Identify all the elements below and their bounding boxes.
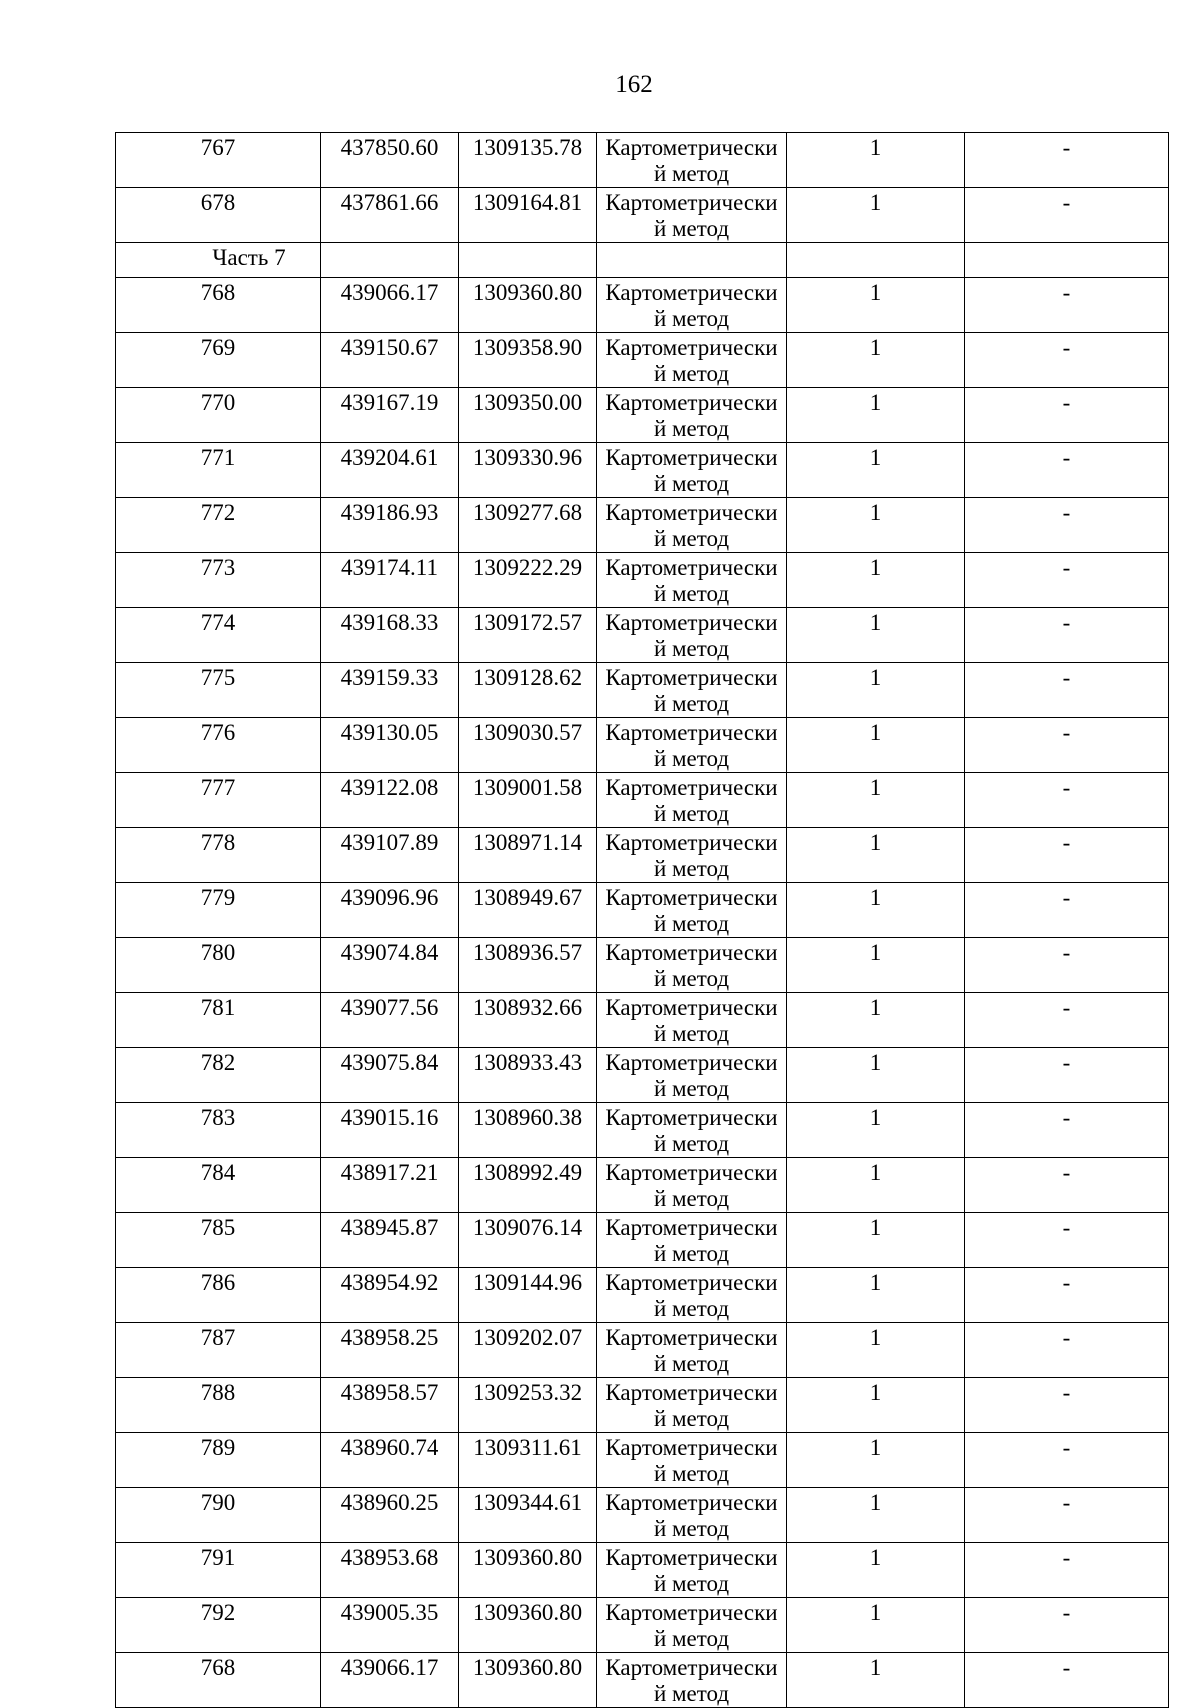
table-row: [116, 1543, 1169, 1598]
method-cell: [597, 1158, 787, 1213]
y-coordinate-cell: 1309311.61: [459, 1433, 597, 1488]
method-text-line1: Картометрически: [605, 995, 778, 1020]
method-text-line2: й метод: [653, 1131, 730, 1156]
x-coordinate-cell: 438960.74: [321, 1433, 459, 1488]
method-cell: [597, 1598, 787, 1653]
note-cell: -: [965, 1323, 1169, 1378]
y-coordinate-cell: 1308992.49: [459, 1158, 597, 1213]
x-coordinate-cell: 439066.17: [321, 1653, 459, 1708]
method-text-line2: й метод: [653, 1076, 730, 1101]
method-cell: [597, 1268, 787, 1323]
note-cell: -: [965, 498, 1169, 553]
page-number: 162: [615, 71, 653, 98]
note-cell: -: [965, 133, 1169, 188]
method-cell: [597, 333, 787, 388]
x-coordinate-cell: 439150.67: [321, 333, 459, 388]
method-cell: [597, 278, 787, 333]
accuracy-cell: 1: [787, 993, 965, 1048]
y-coordinate-cell: 1309164.81: [459, 188, 597, 243]
method-text-line2: й метод: [653, 911, 730, 936]
table-row: [116, 188, 1169, 243]
method-text-line2: й метод: [653, 1021, 730, 1046]
note-cell: -: [965, 1598, 1169, 1653]
x-coordinate-cell: 438917.21: [321, 1158, 459, 1213]
point-number-cell: 792: [116, 1598, 321, 1653]
accuracy-cell: 1: [787, 1653, 965, 1708]
method-cell: [597, 553, 787, 608]
point-number-cell: 775: [116, 663, 321, 718]
accuracy-cell: 1: [787, 1158, 965, 1213]
x-coordinate-cell: 437861.66: [321, 188, 459, 243]
method-text-line2: й метод: [653, 746, 730, 771]
accuracy-cell: 1: [787, 133, 965, 188]
table-row: [116, 1268, 1169, 1323]
method-text-line2: й метод: [653, 1186, 730, 1211]
method-text-line1: Картометрически: [605, 280, 778, 305]
accuracy-cell: 1: [787, 608, 965, 663]
accuracy-cell: 1: [787, 773, 965, 828]
method-cell: [597, 443, 787, 498]
table-row: [116, 1103, 1169, 1158]
note-cell: -: [965, 1268, 1169, 1323]
table-row: [116, 663, 1169, 718]
y-coordinate-cell: 1309202.07: [459, 1323, 597, 1378]
method-cell: [597, 718, 787, 773]
note-cell: -: [965, 443, 1169, 498]
point-number-cell: 785: [116, 1213, 321, 1268]
y-coordinate-cell: 1308936.57: [459, 938, 597, 993]
note-cell: -: [965, 663, 1169, 718]
method-cell: [597, 1488, 787, 1543]
empty-cell: [459, 243, 597, 278]
point-number-cell: 786: [116, 1268, 321, 1323]
coordinates-table-body: [116, 133, 1169, 1708]
method-text-line1: Картометрически: [605, 190, 778, 215]
point-number-cell: 773: [116, 553, 321, 608]
point-number-cell: 774: [116, 608, 321, 663]
note-cell: -: [965, 718, 1169, 773]
method-text-line2: й метод: [653, 161, 730, 186]
x-coordinate-cell: 439107.89: [321, 828, 459, 883]
method-text-line1: Картометрически: [605, 1215, 778, 1240]
method-cell: [597, 498, 787, 553]
y-coordinate-cell: 1309030.57: [459, 718, 597, 773]
empty-cell: [787, 243, 965, 278]
accuracy-cell: 1: [787, 938, 965, 993]
table-row: [116, 498, 1169, 553]
y-coordinate-cell: 1309360.80: [459, 278, 597, 333]
accuracy-cell: 1: [787, 663, 965, 718]
method-text-line1: Картометрически: [605, 775, 778, 800]
part-label: Часть 7: [116, 243, 321, 278]
point-number-cell: 787: [116, 1323, 321, 1378]
method-text-line1: Картометрически: [605, 1160, 778, 1185]
method-text-line1: Картометрически: [605, 1545, 778, 1570]
table-row: [116, 1488, 1169, 1543]
note-cell: -: [965, 1103, 1169, 1158]
note-cell: -: [965, 188, 1169, 243]
accuracy-cell: 1: [787, 828, 965, 883]
y-coordinate-cell: 1309144.96: [459, 1268, 597, 1323]
accuracy-cell: 1: [787, 1378, 965, 1433]
method-cell: [597, 883, 787, 938]
x-coordinate-cell: 439186.93: [321, 498, 459, 553]
x-coordinate-cell: 439168.33: [321, 608, 459, 663]
point-number-cell: 783: [116, 1103, 321, 1158]
method-text-line1: Картометрически: [605, 1105, 778, 1130]
x-coordinate-cell: 438954.92: [321, 1268, 459, 1323]
y-coordinate-cell: 1309253.32: [459, 1378, 597, 1433]
accuracy-cell: 1: [787, 1488, 965, 1543]
table-row: [116, 1598, 1169, 1653]
note-cell: -: [965, 1378, 1169, 1433]
x-coordinate-cell: 439167.19: [321, 388, 459, 443]
accuracy-cell: 1: [787, 188, 965, 243]
accuracy-cell: 1: [787, 1433, 965, 1488]
point-number-cell: 767: [116, 133, 321, 188]
method-cell: [597, 1103, 787, 1158]
point-number-cell: 791: [116, 1543, 321, 1598]
point-number-cell: 776: [116, 718, 321, 773]
table-row: [116, 1433, 1169, 1488]
method-cell: [597, 1433, 787, 1488]
table-row: [116, 278, 1169, 333]
note-cell: -: [965, 608, 1169, 663]
table-row: [116, 443, 1169, 498]
x-coordinate-cell: 439074.84: [321, 938, 459, 993]
method-cell: [597, 1323, 787, 1378]
accuracy-cell: 1: [787, 718, 965, 773]
method-text-line2: й метод: [653, 1571, 730, 1596]
x-coordinate-cell: 439005.35: [321, 1598, 459, 1653]
method-cell: [597, 1653, 787, 1708]
y-coordinate-cell: 1308949.67: [459, 883, 597, 938]
y-coordinate-cell: 1309135.78: [459, 133, 597, 188]
y-coordinate-cell: 1308932.66: [459, 993, 597, 1048]
accuracy-cell: 1: [787, 883, 965, 938]
method-text-line1: Картометрически: [605, 390, 778, 415]
note-cell: -: [965, 1488, 1169, 1543]
table-row: [116, 718, 1169, 773]
method-text-line1: Картометрически: [605, 1600, 778, 1625]
table-row: [116, 883, 1169, 938]
accuracy-cell: 1: [787, 553, 965, 608]
y-coordinate-cell: 1309360.80: [459, 1598, 597, 1653]
table-row: [116, 333, 1169, 388]
x-coordinate-cell: 439204.61: [321, 443, 459, 498]
method-text-line1: Картометрически: [605, 500, 778, 525]
method-text-line2: й метод: [653, 1241, 730, 1266]
note-cell: -: [965, 1653, 1169, 1708]
method-text-line2: й метод: [653, 1516, 730, 1541]
table-row: [116, 1378, 1169, 1433]
point-number-cell: 771: [116, 443, 321, 498]
method-cell: [597, 1543, 787, 1598]
point-number-cell: 784: [116, 1158, 321, 1213]
method-text-line2: й метод: [653, 966, 730, 991]
point-number-cell: 779: [116, 883, 321, 938]
point-number-cell: 777: [116, 773, 321, 828]
part-header-row: [116, 243, 1169, 278]
point-number-cell: 772: [116, 498, 321, 553]
accuracy-cell: 1: [787, 388, 965, 443]
method-text-line2: й метод: [653, 636, 730, 661]
method-text-line1: Картометрически: [605, 1270, 778, 1295]
table-row: [116, 388, 1169, 443]
method-text-line2: й метод: [653, 1406, 730, 1431]
accuracy-cell: 1: [787, 1048, 965, 1103]
method-text-line1: Картометрически: [605, 135, 778, 160]
method-cell: [597, 1213, 787, 1268]
table-row: [116, 1158, 1169, 1213]
table-row: [116, 1323, 1169, 1378]
table-row: [116, 993, 1169, 1048]
method-text-line2: й метод: [653, 416, 730, 441]
method-text-line2: й метод: [653, 1461, 730, 1486]
method-text-line2: й метод: [653, 471, 730, 496]
point-number-cell: 768: [116, 1653, 321, 1708]
accuracy-cell: 1: [787, 278, 965, 333]
method-cell: [597, 663, 787, 718]
accuracy-cell: 1: [787, 498, 965, 553]
note-cell: -: [965, 883, 1169, 938]
method-text-line2: й метод: [653, 361, 730, 386]
x-coordinate-cell: 439122.08: [321, 773, 459, 828]
y-coordinate-cell: 1309360.80: [459, 1543, 597, 1598]
note-cell: -: [965, 1433, 1169, 1488]
note-cell: -: [965, 1213, 1169, 1268]
table-row: [116, 608, 1169, 663]
method-text-line1: Картометрически: [605, 720, 778, 745]
accuracy-cell: 1: [787, 1213, 965, 1268]
table-row: [116, 1653, 1169, 1708]
point-number-cell: 678: [116, 188, 321, 243]
accuracy-cell: 1: [787, 1543, 965, 1598]
method-cell: [597, 1378, 787, 1433]
note-cell: -: [965, 773, 1169, 828]
method-cell: [597, 608, 787, 663]
point-number-cell: 790: [116, 1488, 321, 1543]
y-coordinate-cell: 1309001.58: [459, 773, 597, 828]
point-number-cell: 781: [116, 993, 321, 1048]
note-cell: -: [965, 1048, 1169, 1103]
note-cell: -: [965, 388, 1169, 443]
note-cell: -: [965, 938, 1169, 993]
table-row: [116, 938, 1169, 993]
x-coordinate-cell: 439066.17: [321, 278, 459, 333]
method-text-line1: Картометрически: [605, 830, 778, 855]
note-cell: -: [965, 1158, 1169, 1213]
method-cell: [597, 1048, 787, 1103]
method-text-line2: й метод: [653, 1351, 730, 1376]
method-cell: [597, 133, 787, 188]
method-cell: [597, 938, 787, 993]
empty-cell: [965, 243, 1169, 278]
method-text-line2: й метод: [653, 691, 730, 716]
accuracy-cell: 1: [787, 1598, 965, 1653]
empty-cell: [321, 243, 459, 278]
x-coordinate-cell: 439075.84: [321, 1048, 459, 1103]
accuracy-cell: 1: [787, 1103, 965, 1158]
y-coordinate-cell: 1308971.14: [459, 828, 597, 883]
y-coordinate-cell: 1309344.61: [459, 1488, 597, 1543]
point-number-cell: 782: [116, 1048, 321, 1103]
method-text-line1: Картометрически: [605, 335, 778, 360]
note-cell: -: [965, 828, 1169, 883]
x-coordinate-cell: 439096.96: [321, 883, 459, 938]
method-text-line2: й метод: [653, 306, 730, 331]
method-text-line1: Картометрически: [605, 1050, 778, 1075]
method-text-line1: Картометрически: [605, 665, 778, 690]
accuracy-cell: 1: [787, 1268, 965, 1323]
x-coordinate-cell: 439159.33: [321, 663, 459, 718]
y-coordinate-cell: 1308960.38: [459, 1103, 597, 1158]
empty-cell: [597, 243, 787, 278]
y-coordinate-cell: 1309330.96: [459, 443, 597, 498]
method-cell: [597, 388, 787, 443]
method-cell: [597, 993, 787, 1048]
method-cell: [597, 828, 787, 883]
accuracy-cell: 1: [787, 1323, 965, 1378]
point-number-cell: 768: [116, 278, 321, 333]
table-row: [116, 828, 1169, 883]
table-row: [116, 1213, 1169, 1268]
x-coordinate-cell: 439130.05: [321, 718, 459, 773]
point-number-cell: 788: [116, 1378, 321, 1433]
table-row: [116, 773, 1169, 828]
accuracy-cell: 1: [787, 443, 965, 498]
y-coordinate-cell: 1308933.43: [459, 1048, 597, 1103]
method-text-line1: Картометрически: [605, 1380, 778, 1405]
point-number-cell: 789: [116, 1433, 321, 1488]
point-number-cell: 780: [116, 938, 321, 993]
y-coordinate-cell: 1309172.57: [459, 608, 597, 663]
x-coordinate-cell: 438958.25: [321, 1323, 459, 1378]
y-coordinate-cell: 1309128.62: [459, 663, 597, 718]
method-text-line1: Картометрически: [605, 1325, 778, 1350]
method-text-line1: Картометрически: [605, 1655, 778, 1680]
method-text-line1: Картометрически: [605, 555, 778, 580]
method-cell: [597, 188, 787, 243]
note-cell: -: [965, 553, 1169, 608]
x-coordinate-cell: 438953.68: [321, 1543, 459, 1598]
y-coordinate-cell: 1309222.29: [459, 553, 597, 608]
method-text-line2: й метод: [653, 1296, 730, 1321]
method-text-line1: Картометрически: [605, 1435, 778, 1460]
point-number-cell: 778: [116, 828, 321, 883]
method-text-line1: Картометрически: [605, 610, 778, 635]
method-text-line1: Картометрически: [605, 445, 778, 470]
method-cell: [597, 773, 787, 828]
note-cell: -: [965, 1543, 1169, 1598]
point-number-cell: 769: [116, 333, 321, 388]
method-text-line2: й метод: [653, 526, 730, 551]
y-coordinate-cell: 1309358.90: [459, 333, 597, 388]
y-coordinate-cell: 1309350.00: [459, 388, 597, 443]
table-row: [116, 553, 1169, 608]
x-coordinate-cell: 439015.16: [321, 1103, 459, 1158]
x-coordinate-cell: 438945.87: [321, 1213, 459, 1268]
x-coordinate-cell: 438960.25: [321, 1488, 459, 1543]
method-text-line1: Картометрически: [605, 940, 778, 965]
x-coordinate-cell: 438958.57: [321, 1378, 459, 1433]
method-text-line2: й метод: [653, 581, 730, 606]
x-coordinate-cell: 439174.11: [321, 553, 459, 608]
x-coordinate-cell: 437850.60: [321, 133, 459, 188]
method-text-line2: й метод: [653, 216, 730, 241]
coordinates-table: [115, 132, 1169, 1708]
point-number-cell: 770: [116, 388, 321, 443]
note-cell: -: [965, 993, 1169, 1048]
method-text-line2: й метод: [653, 856, 730, 881]
y-coordinate-cell: 1309360.80: [459, 1653, 597, 1708]
accuracy-cell: 1: [787, 333, 965, 388]
y-coordinate-cell: 1309076.14: [459, 1213, 597, 1268]
method-text-line1: Картометрически: [605, 1490, 778, 1515]
x-coordinate-cell: 439077.56: [321, 993, 459, 1048]
method-text-line2: й метод: [653, 801, 730, 826]
method-text-line1: Картометрически: [605, 885, 778, 910]
y-coordinate-cell: 1309277.68: [459, 498, 597, 553]
note-cell: -: [965, 333, 1169, 388]
table-row: [116, 1048, 1169, 1103]
method-text-line2: й метод: [653, 1626, 730, 1651]
method-text-line2: й метод: [653, 1681, 730, 1706]
table-row: [116, 133, 1169, 188]
note-cell: -: [965, 278, 1169, 333]
